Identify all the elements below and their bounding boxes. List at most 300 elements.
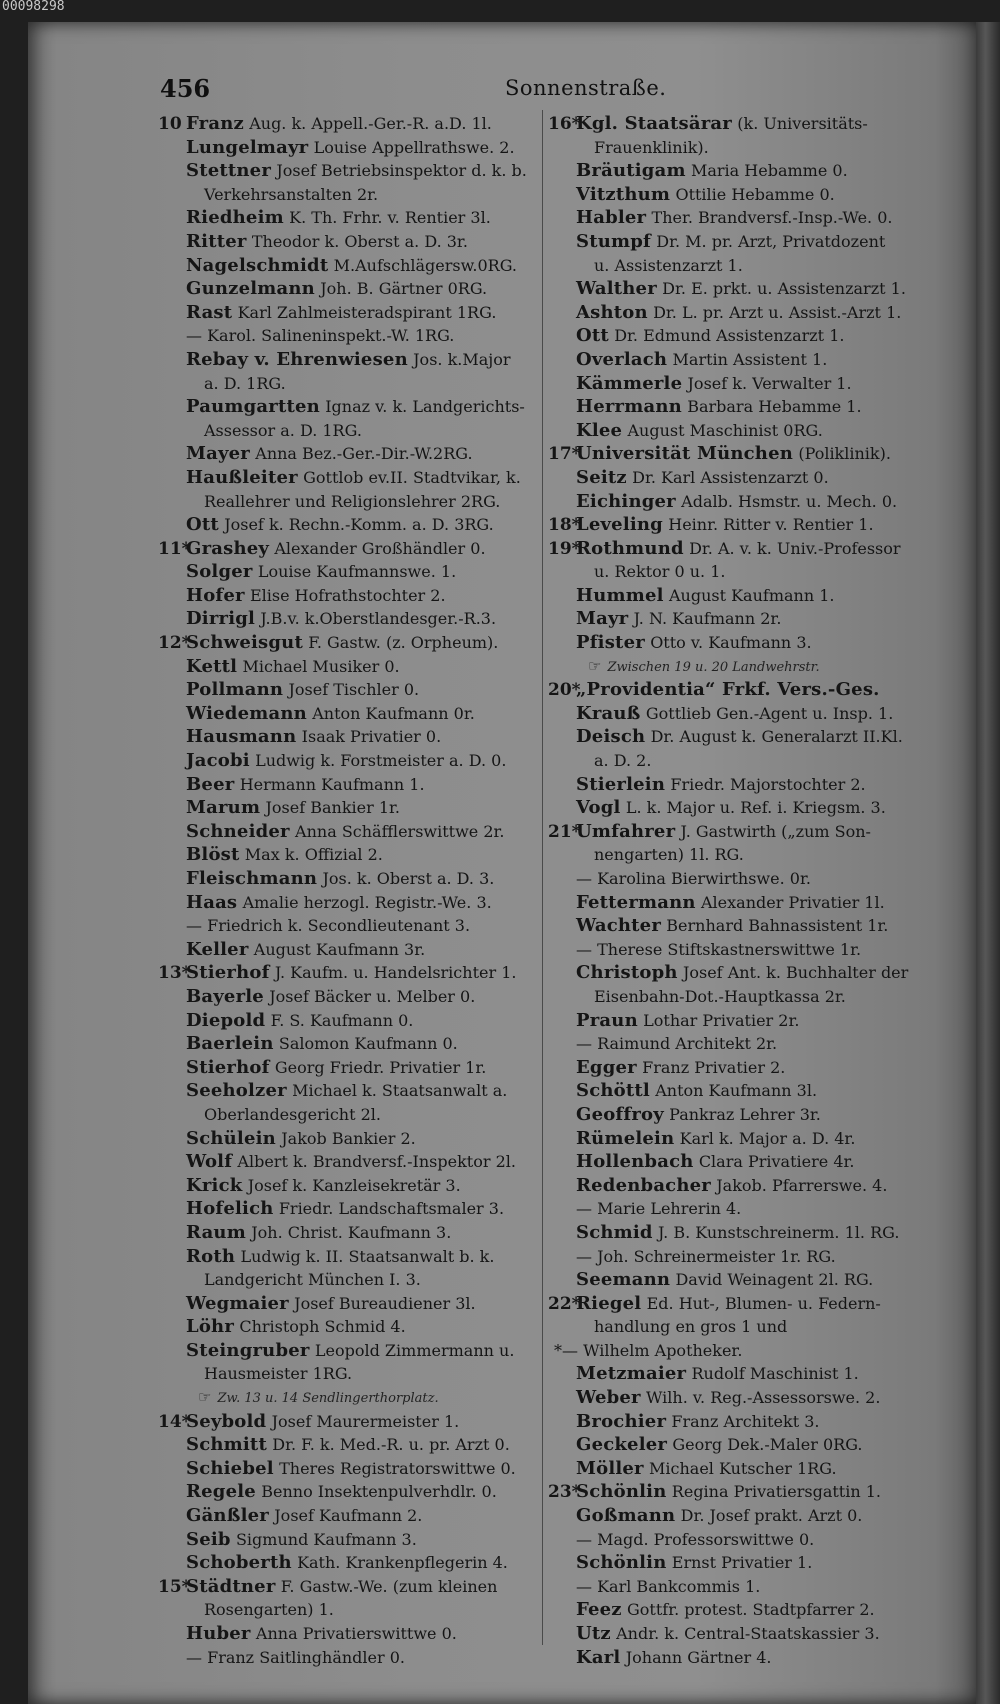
- resident-detail: Michael Kutscher 1RG.: [649, 1458, 837, 1478]
- directory-entry: [548, 1127, 928, 1151]
- directory-entry: [548, 1292, 928, 1316]
- directory-entry: [548, 230, 928, 254]
- resident-detail: Gottlieb Gen.-Agent u. Insp. 1.: [645, 703, 894, 723]
- resident-name: Blöst: [186, 844, 240, 866]
- directory-entry: [548, 1551, 928, 1575]
- directory-entry: [158, 749, 538, 773]
- directory-entry: [158, 183, 538, 207]
- resident-name: Riedheim: [186, 207, 284, 229]
- section-marker: [548, 655, 928, 679]
- directory-entry: [548, 1174, 928, 1198]
- directory-entry: [548, 985, 928, 1009]
- directory-entry: [158, 1009, 538, 1033]
- directory-entry: [158, 961, 538, 985]
- resident-name: Hummel: [576, 584, 664, 606]
- directory-entry: [548, 1009, 928, 1033]
- resident-detail: Benno Insektenpulverhdlr. 0.: [261, 1482, 497, 1502]
- resident-detail: J. Gastwirth („zum Son-: [680, 821, 871, 841]
- directory-entry: [548, 348, 928, 372]
- directory-entry: [158, 914, 538, 938]
- resident-name: Deisch: [576, 726, 646, 748]
- continuation-text: handlung en gros 1 und: [594, 1317, 788, 1337]
- resident-detail: Dr. Edmund Assistenzarzt 1.: [614, 326, 845, 346]
- resident-name: Schweisgut: [186, 632, 303, 654]
- directory-entry: [548, 1339, 928, 1363]
- directory-entry: [158, 1504, 538, 1528]
- directory-entry: [158, 372, 538, 396]
- resident-detail: Georg Dek.-Maler 0RG.: [672, 1435, 863, 1455]
- directory-entry: [158, 1362, 538, 1386]
- directory-entry: [158, 1268, 538, 1292]
- resident-name: „Providentia“ Frkf. Vers.-Ges.: [576, 679, 880, 701]
- resident-name: Schmid: [576, 1221, 653, 1243]
- resident-detail: Michael Musiker 0.: [242, 656, 400, 676]
- resident-name: Solger: [186, 561, 253, 583]
- directory-entry: [158, 490, 538, 514]
- directory-entry: [158, 655, 538, 679]
- resident-detail: Dr. L. pr. Arzt u. Assist.-Arzt 1.: [653, 302, 902, 322]
- resident-name: Rothmund: [576, 537, 684, 559]
- directory-entry: [548, 1032, 928, 1056]
- resident-detail: Ther. Brandversf.-Insp.-We. 0.: [651, 208, 893, 228]
- resident-detail: Barbara Hebamme 1.: [687, 397, 862, 417]
- resident-detail: Sigmund Kaufmann 3.: [235, 1529, 417, 1549]
- directory-entry: [548, 159, 928, 183]
- resident-name: Roth: [186, 1245, 236, 1267]
- directory-entry: [158, 843, 538, 867]
- resident-detail: Josef k. Rechn.-Komm. a. D. 3RG.: [224, 515, 494, 535]
- directory-entry: [548, 206, 928, 230]
- resident-detail: Wilh. v. Reg.-Assessorswe. 2.: [646, 1388, 881, 1408]
- resident-name: Schönlin: [576, 1481, 667, 1503]
- resident-detail: Salomon Kaufmann 0.: [278, 1034, 458, 1054]
- resident-name: Overlach: [576, 348, 668, 370]
- continuation-text: u. Assistenzarzt 1.: [594, 255, 743, 275]
- continuation-text: a. D. 2.: [594, 751, 652, 771]
- resident-name: Gänßler: [186, 1505, 269, 1527]
- directory-entry: [158, 277, 538, 301]
- directory-entry: [158, 1410, 538, 1434]
- house-number: 10: [158, 114, 182, 134]
- resident-detail: Josef Maurermeister 1.: [271, 1411, 460, 1431]
- directory-entry: [548, 1103, 928, 1127]
- continuation-text: Reallehrer und Religionslehrer 2RG.: [204, 491, 501, 511]
- resident-name: Ritter: [186, 230, 247, 252]
- directory-entry: [158, 1056, 538, 1080]
- resident-name: Huber: [186, 1623, 251, 1644]
- resident-name: Geoffroy: [576, 1103, 664, 1125]
- directory-entry: [158, 1103, 538, 1127]
- directory-entry: [158, 513, 538, 537]
- directory-entry: [158, 1079, 538, 1103]
- resident-detail: August Maschinist 0RG.: [627, 420, 823, 440]
- resident-name: Hollenbach: [576, 1151, 694, 1173]
- scan-id-label: 00098298: [2, 0, 65, 14]
- resident-detail: Dr. Karl Assistenzarzt 0.: [632, 467, 829, 487]
- resident-name: Kämmerle: [576, 372, 683, 394]
- resident-name: Utz: [576, 1623, 611, 1644]
- directory-entry: [548, 301, 928, 325]
- directory-entry: [158, 1433, 538, 1457]
- resident-name: Pollmann: [186, 679, 284, 701]
- resident-detail: Kath. Krankenpflegerin 4.: [297, 1553, 508, 1573]
- directory-entry: [548, 843, 928, 867]
- resident-name: Seib: [186, 1528, 231, 1550]
- continuation-text: Rosengarten) 1.: [204, 1600, 334, 1620]
- directory-entry: [548, 324, 928, 348]
- directory-entry: [158, 537, 538, 561]
- resident-detail: F. Gastw. (z. Orpheum).: [308, 633, 499, 653]
- resident-name: Schneider: [186, 820, 290, 842]
- resident-name: Rebay v. Ehrenwiesen: [186, 348, 408, 370]
- running-title: Sonnenstraße.: [505, 76, 667, 100]
- resident-detail: Max k. Offizial 2.: [244, 845, 383, 865]
- resident-detail: Andr. k. Central-Staatskassier 3.: [616, 1624, 880, 1643]
- resident-detail: Ludwig k. II. Staatsanwalt b. k.: [240, 1246, 495, 1266]
- resident-name: Schöttl: [576, 1080, 650, 1102]
- resident-detail: Karl k. Major a. D. 4r.: [679, 1128, 856, 1148]
- directory-entry: [158, 1150, 538, 1174]
- directory-entry: [158, 725, 538, 749]
- resident-name: Franz: [186, 113, 244, 134]
- directory-entry: [158, 1551, 538, 1575]
- resident-name: Karl: [576, 1646, 621, 1668]
- resident-name: Krauß: [576, 702, 641, 724]
- directory-entry: [548, 419, 928, 443]
- house-number: 12*: [158, 633, 191, 654]
- resident-name: Vitzthum: [576, 183, 671, 205]
- resident-detail: Josef Betriebsinspektor d. k. b.: [276, 161, 527, 181]
- resident-name: Rümelein: [576, 1127, 675, 1149]
- directory-entry: [158, 1315, 538, 1339]
- house-number: 19*: [548, 538, 581, 559]
- directory-entry: [158, 112, 538, 136]
- resident-name: Rast: [186, 301, 233, 323]
- directory-entry: [548, 1079, 928, 1103]
- directory-entry: [548, 914, 928, 938]
- sub-entry: — Marie Lehrerin 4.: [576, 1199, 742, 1219]
- resident-detail: Ed. Hut-, Blumen- u. Federn-: [646, 1293, 881, 1313]
- directory-entry: [158, 773, 538, 797]
- resident-detail: Leopold Zimmermann u.: [314, 1340, 515, 1360]
- continuation-text: nengarten) 1l. RG.: [594, 845, 744, 865]
- directory-entry: [548, 820, 928, 844]
- directory-entry: [548, 1433, 928, 1457]
- resident-name: Stumpf: [576, 230, 651, 252]
- resident-detail: Josef Bankier 1r.: [265, 798, 401, 818]
- directory-entry: [548, 1575, 928, 1599]
- resident-detail: David Weinagent 2l. RG.: [675, 1270, 874, 1290]
- resident-name: Kgl. Staatsärar: [576, 113, 732, 134]
- resident-detail: J. B. Kunstschreinerm. 1l. RG.: [658, 1222, 900, 1242]
- continuation-text: Verkehrsanstalten 2r.: [204, 184, 379, 204]
- resident-detail: Rudolf Maschinist 1.: [691, 1364, 859, 1384]
- resident-name: Herrmann: [576, 396, 682, 418]
- resident-detail: Regina Privatiersgattin 1.: [671, 1482, 881, 1502]
- sub-entry: — Magd. Professorswittwe 0.: [576, 1529, 815, 1549]
- resident-detail: J.B.v. k.Oberstlandesger.-R.3.: [260, 609, 497, 629]
- directory-entry: [548, 1245, 928, 1269]
- directory-entry: [548, 372, 928, 396]
- resident-name: Ott: [576, 325, 609, 347]
- resident-name: Ashton: [576, 301, 648, 323]
- sub-entry: *— Wilhelm Apotheker.: [554, 1340, 743, 1360]
- directory-entry: [548, 584, 928, 608]
- directory-entry: [548, 1268, 928, 1292]
- resident-detail: Alexander Privatier 1l.: [700, 892, 885, 912]
- directory-entry: [158, 1575, 538, 1599]
- resident-detail: Theodor k. Oberst a. D. 3r.: [251, 231, 468, 251]
- resident-detail: Jakob. Pfarrerswe. 4.: [716, 1175, 888, 1195]
- resident-detail: Anna Schäfflerswittwe 2r.: [295, 821, 505, 841]
- house-number: 15*: [158, 1576, 191, 1597]
- resident-detail: Louise Appellrathswe. 2.: [313, 137, 515, 157]
- directory-entry: [158, 442, 538, 466]
- continuation-text: u. Rektor 0 u. 1.: [594, 562, 726, 582]
- directory-entry: [548, 254, 928, 278]
- directory-entry: [158, 348, 538, 372]
- resident-detail: Ignaz v. k. Landgerichts-: [325, 397, 525, 417]
- directory-entry: [548, 537, 928, 561]
- directory-entry: [158, 867, 538, 891]
- resident-detail: F. Gastw.-We. (zum kleinen: [280, 1576, 498, 1596]
- resident-detail: Maria Hebamme 0.: [690, 161, 848, 181]
- directory-entry: [158, 1622, 538, 1646]
- resident-detail: Anton Kaufmann 0r.: [312, 703, 475, 723]
- resident-name: Seybold: [186, 1410, 267, 1432]
- continuation-text: Assessor a. D. 1RG.: [204, 420, 362, 440]
- directory-entry: [548, 1150, 928, 1174]
- resident-name: Beer: [186, 773, 235, 795]
- resident-detail: Dr. Josef prakt. Arzt 0.: [680, 1506, 863, 1526]
- directory-entry: [548, 183, 928, 207]
- directory-entry: [548, 560, 928, 584]
- directory-entry: [158, 1598, 538, 1622]
- sub-entry: — Joh. Schreinermeister 1r. RG.: [576, 1246, 836, 1266]
- resident-detail: Alexander Großhändler 0.: [274, 538, 486, 558]
- resident-detail: Franz Privatier 2.: [642, 1057, 786, 1077]
- resident-name: Gunzelmann: [186, 278, 315, 300]
- house-number: 13*: [158, 963, 191, 984]
- sub-entry: — Karol. Salineninspekt.-W. 1RG.: [186, 326, 455, 346]
- resident-detail: Heinr. Ritter v. Rentier 1.: [668, 515, 874, 535]
- resident-detail: Clara Privatiere 4r.: [698, 1152, 855, 1172]
- resident-detail: Friedr. Majorstochter 2.: [670, 774, 866, 794]
- resident-detail: Adalb. Hsmstr. u. Mech. 0.: [681, 491, 898, 511]
- continuation-text: Hausmeister 1RG.: [204, 1364, 353, 1384]
- sub-entry: — Franz Saitlinghändler 0.: [186, 1647, 405, 1667]
- resident-name: Steingruber: [186, 1339, 310, 1361]
- directory-entry: [158, 1221, 538, 1245]
- directory-entry: [548, 1457, 928, 1481]
- directory-entry: [158, 1292, 538, 1316]
- resident-detail: August Kaufmann 1.: [668, 585, 835, 605]
- resident-name: Stierhof: [186, 1056, 270, 1078]
- resident-name: Redenbacher: [576, 1174, 711, 1196]
- resident-name: Ott: [186, 514, 219, 536]
- resident-detail: Anna Privatierswittwe 0.: [255, 1624, 457, 1643]
- sub-entry: — Friedrich k. Secondlieutenant 3.: [186, 916, 471, 936]
- sub-entry: — Karl Bankcommis 1.: [576, 1576, 761, 1596]
- directory-entry: [158, 702, 538, 726]
- directory-entry: [158, 1528, 538, 1552]
- resident-name: Weber: [576, 1387, 641, 1409]
- continuation-text: Oberlandesgericht 2l.: [204, 1104, 381, 1124]
- directory-entry: [548, 1386, 928, 1410]
- resident-detail: Ludwig k. Forstmeister a. D. 0.: [255, 751, 507, 771]
- resident-name: Stierhof: [186, 962, 270, 984]
- resident-detail: Isaak Privatier 0.: [301, 727, 442, 747]
- directory-entry: [548, 395, 928, 419]
- resident-name: Paumgartten: [186, 396, 320, 418]
- directory-entry: [548, 961, 928, 985]
- directory-entry: [158, 891, 538, 915]
- resident-detail: Aug. k. Appell.-Ger.-R. a.D. 1l.: [249, 114, 492, 133]
- continuation-text: Eisenbahn-Dot.-Hauptkassa 2r.: [594, 986, 846, 1006]
- directory-entry: [548, 891, 928, 915]
- resident-name: Krick: [186, 1174, 243, 1196]
- resident-detail: Georg Friedr. Privatier 1r.: [274, 1057, 487, 1077]
- directory-entry: [158, 159, 538, 183]
- directory-entry: [548, 442, 928, 466]
- resident-name: Nagelschmidt: [186, 254, 329, 276]
- resident-detail: Christoph Schmid 4.: [239, 1317, 406, 1337]
- directory-entry: [548, 513, 928, 537]
- resident-name: Feez: [576, 1599, 622, 1621]
- directory-entry: [548, 1410, 928, 1434]
- resident-name: Grashey: [186, 537, 270, 559]
- resident-name: Seitz: [576, 466, 627, 488]
- resident-name: Wiedemann: [186, 702, 307, 724]
- marker-text: Zw. 13 u. 14 Sendlingerthorplatz.: [217, 1391, 439, 1407]
- directory-entry: [158, 820, 538, 844]
- pointing-hand-icon: ☞: [198, 1388, 212, 1407]
- directory-entry: [548, 867, 928, 891]
- resident-name: Pfister: [576, 632, 645, 654]
- directory-entry: [158, 395, 538, 419]
- pointing-hand-icon: ☞: [588, 656, 602, 675]
- resident-detail: Franz Architekt 3.: [671, 1411, 820, 1431]
- resident-detail: Dr. F. k. Med.-R. u. pr. Arzt 0.: [272, 1435, 510, 1455]
- resident-name: Vogl: [576, 797, 621, 819]
- directory-entry: [158, 1646, 538, 1670]
- directory-entry: [548, 1480, 928, 1504]
- directory-entry: [548, 466, 928, 490]
- resident-name: Raum: [186, 1221, 246, 1243]
- sub-entry: — Therese Stiftskastnerswittwe 1r.: [576, 939, 862, 959]
- resident-name: Seemann: [576, 1269, 671, 1291]
- directory-entry: [548, 1504, 928, 1528]
- resident-name: Schmitt: [186, 1434, 267, 1456]
- resident-detail: Josef Bäcker u. Melber 0.: [269, 986, 476, 1006]
- continuation-text: a. D. 1RG.: [204, 373, 286, 393]
- resident-name: Keller: [186, 938, 249, 960]
- resident-name: Haußleiter: [186, 466, 298, 488]
- directory-entry: [158, 206, 538, 230]
- resident-name: Leveling: [576, 514, 663, 536]
- house-number: 17*: [548, 444, 581, 465]
- directory-entry: [548, 725, 928, 749]
- directory-entry: [158, 419, 538, 443]
- resident-detail: Anna Bez.-Ger.-Dir.-W.2RG.: [255, 444, 473, 464]
- page-header: [0, 74, 1000, 108]
- resident-name: Klee: [576, 419, 623, 441]
- resident-name: Hofer: [186, 584, 245, 606]
- resident-detail: Ottilie Hebamme 0.: [675, 184, 835, 204]
- resident-detail: Anton Kaufmann 3l.: [655, 1081, 818, 1101]
- resident-name: Schoberth: [186, 1552, 292, 1574]
- resident-detail: F. S. Kaufmann 0.: [270, 1010, 414, 1030]
- resident-name: Schiebel: [186, 1457, 274, 1479]
- resident-detail: Jos. k.Major: [413, 349, 511, 369]
- directory-entry: [548, 607, 928, 631]
- resident-name: Löhr: [186, 1316, 235, 1338]
- resident-detail: Josef k. Verwalter 1.: [687, 373, 852, 393]
- directory-entry: [158, 938, 538, 962]
- resident-detail: J. Kaufm. u. Handelsrichter 1.: [274, 963, 517, 983]
- house-number: 18*: [548, 515, 581, 536]
- resident-name: Bayerle: [186, 985, 264, 1007]
- resident-name: Eichinger: [576, 490, 676, 512]
- resident-name: Seeholzer: [186, 1080, 287, 1102]
- resident-detail: Josef Tischler 0.: [288, 680, 420, 700]
- resident-name: Egger: [576, 1056, 637, 1078]
- resident-detail: (Poliklinik).: [798, 444, 891, 464]
- house-number: 14*: [158, 1411, 191, 1432]
- resident-detail: Joh. Christ. Kaufmann 3.: [251, 1222, 452, 1242]
- resident-detail: Jakob Bankier 2.: [281, 1128, 416, 1148]
- resident-detail: Hermann Kaufmann 1.: [239, 774, 425, 794]
- resident-name: Hofelich: [186, 1198, 274, 1220]
- resident-name: Riegel: [576, 1292, 642, 1314]
- resident-name: Christoph: [576, 962, 678, 984]
- resident-name: Walther: [576, 278, 657, 300]
- resident-name: Dirrigl: [186, 608, 256, 630]
- resident-detail: Karl Zahlmeisteradspirant 1RG.: [237, 302, 497, 322]
- directory-entry: [158, 1127, 538, 1151]
- facing-page-edge: [976, 22, 1000, 1704]
- resident-name: Umfahrer: [576, 820, 676, 842]
- column-divider: [542, 110, 543, 1645]
- resident-detail: Michael k. Staatsanwalt a.: [292, 1081, 508, 1101]
- left-column: [158, 112, 538, 1669]
- resident-name: Goßmann: [576, 1505, 676, 1527]
- directory-entry: [548, 678, 928, 702]
- directory-entry: [158, 1339, 538, 1363]
- resident-name: Metzmaier: [576, 1363, 687, 1385]
- resident-detail: Dr. August k. Generalarzt II.Kl.: [650, 727, 903, 747]
- resident-detail: Gottfr. protest. Stadtpfarrer 2.: [627, 1600, 875, 1620]
- directory-entry: [158, 584, 538, 608]
- directory-entry: [548, 1362, 928, 1386]
- directory-entry: [548, 112, 928, 136]
- resident-name: Stierlein: [576, 773, 666, 795]
- directory-entry: [158, 230, 538, 254]
- resident-detail: M.Aufschlägersw.0RG.: [333, 255, 517, 275]
- resident-name: Lungelmayr: [186, 136, 309, 158]
- resident-detail: Josef Kaufmann 2.: [274, 1506, 423, 1526]
- directory-entry: [548, 490, 928, 514]
- continuation-text: Landgericht München I. 3.: [204, 1270, 421, 1290]
- resident-detail: Joh. B. Gärtner 0RG.: [320, 279, 488, 299]
- directory-entry: [548, 1056, 928, 1080]
- resident-name: Habler: [576, 207, 647, 229]
- resident-detail: Josef Bureaudiener 3l.: [294, 1293, 476, 1313]
- resident-name: Wachter: [576, 915, 662, 937]
- house-number: 22*: [548, 1293, 581, 1314]
- resident-detail: Amalie herzogl. Registr.-We. 3.: [242, 892, 492, 912]
- resident-name: Haas: [186, 891, 238, 913]
